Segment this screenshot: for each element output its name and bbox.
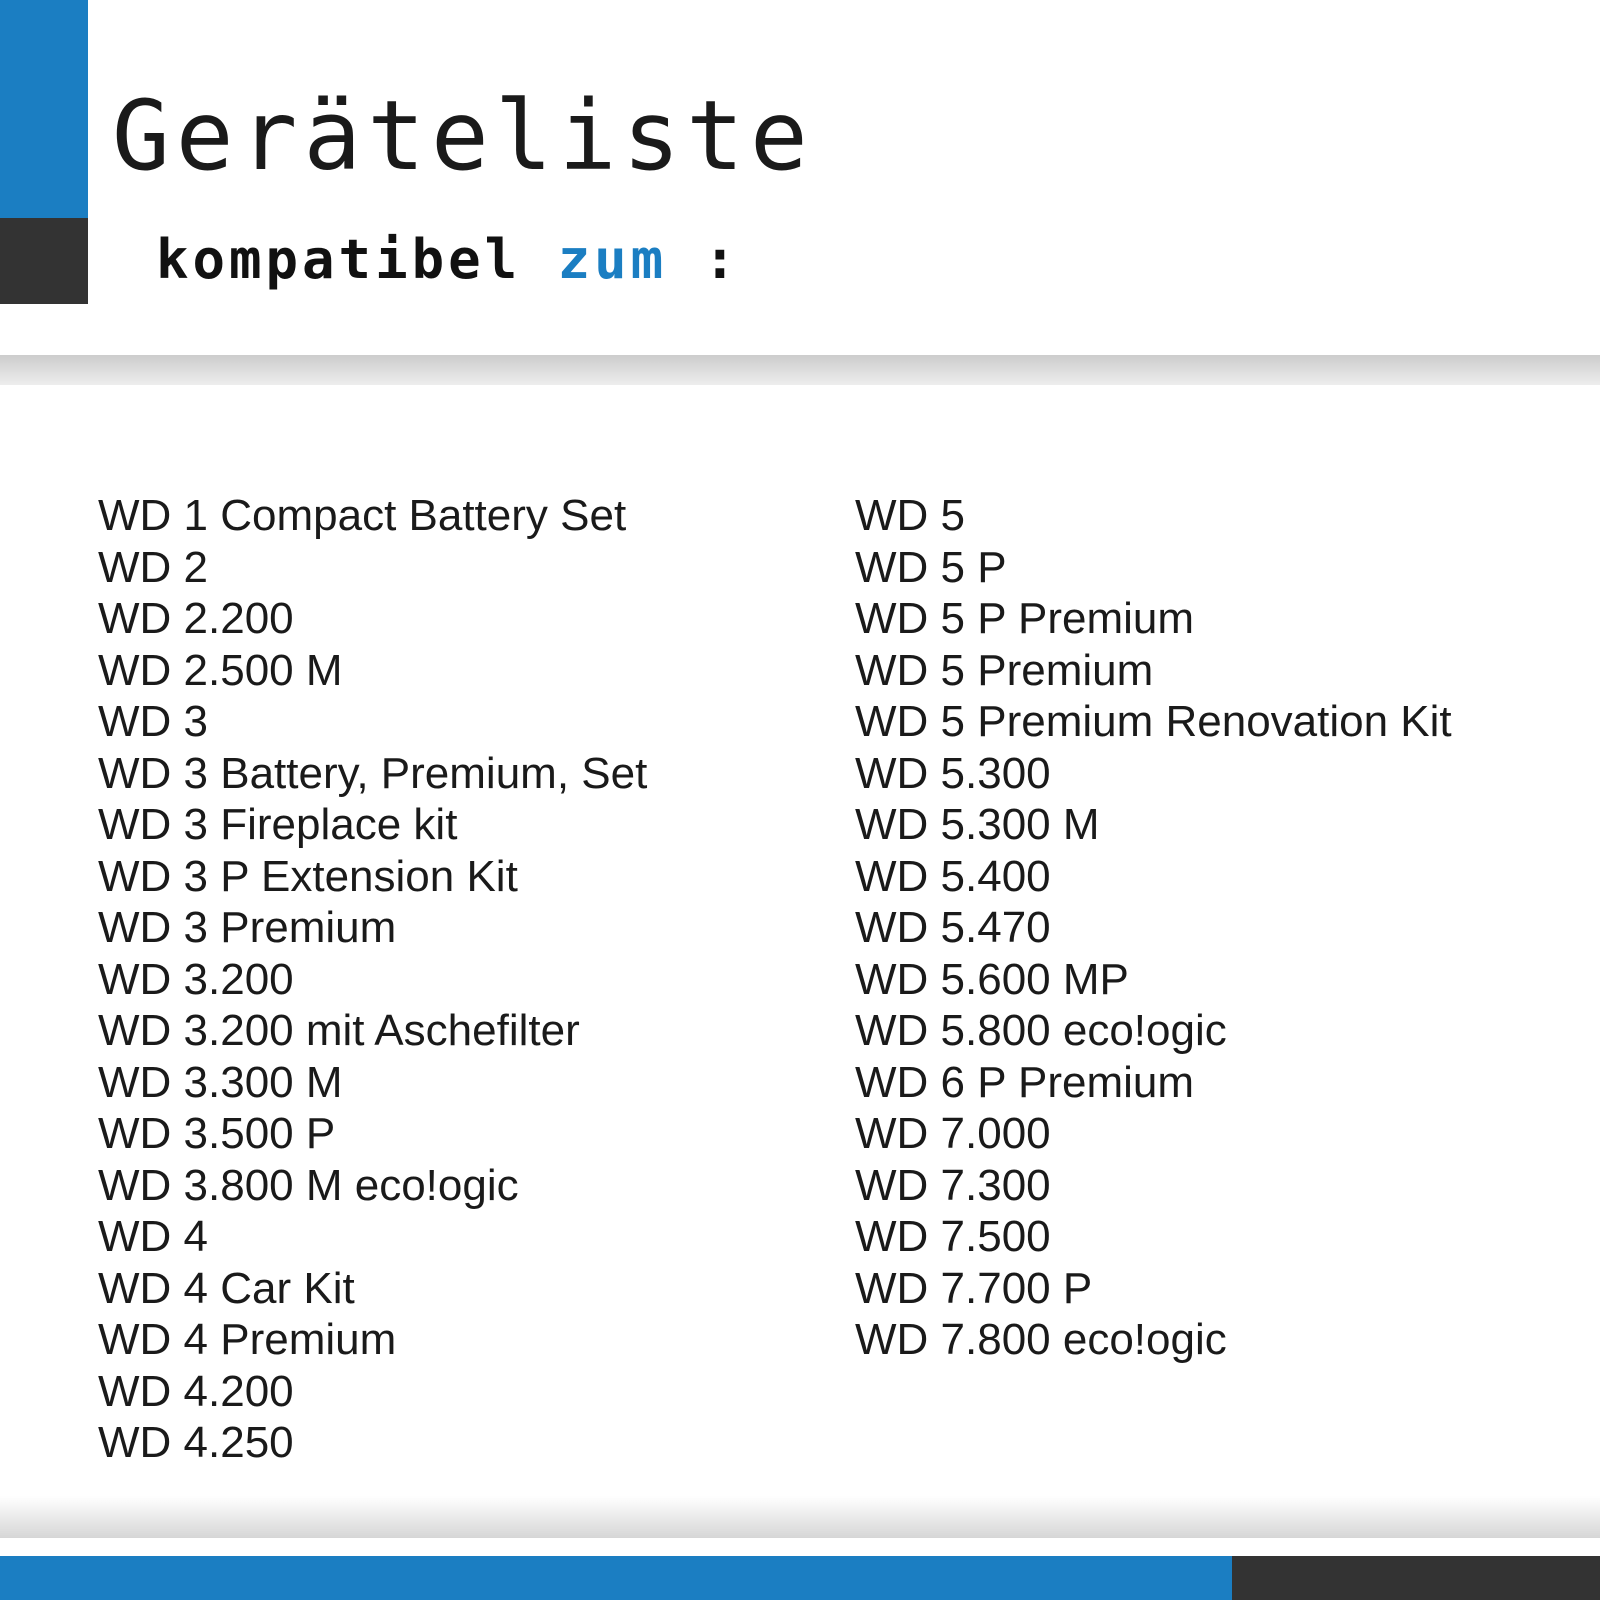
list-item: WD 3.200 [98,954,294,1004]
list-item: WD 1 Compact Battery Set [98,491,627,540]
list-item: WD 5.800 eco!ogic [855,1006,1227,1055]
list-item: WD 3 Battery, Premium, Set [98,748,648,798]
list-item: WD 2.200 [98,594,294,643]
list-item: WD 3.500 P [98,1109,336,1158]
list-item: WD 5 Premium Renovation Kit [855,697,1452,746]
list-item: WD 4.250 [98,1418,294,1467]
list-item: WD 4 [98,1212,208,1261]
list-item: WD 3 Fireplace kit [98,800,458,849]
list-item: WD 5.400 [855,851,1051,901]
page-footer [0,1538,1600,1600]
list-item: WD 3 P Extension Kit [98,851,518,901]
list-item: WD 2 [98,542,208,592]
subtitle-text-highlight: zum [557,228,668,291]
list-item: WD 3 Premium [98,903,397,952]
footer-divider-shadow [0,1496,1600,1538]
accent-block-blue [0,0,88,218]
list-item: WD 3.800 M eco!ogic [98,1160,519,1210]
footer-bar-dark [1232,1556,1600,1600]
list-item: WD 5 P [855,542,1007,592]
list-item: WD 2.500 M [98,645,343,695]
list-item: WD 7.700 P [855,1263,1093,1313]
list-item: WD 5.470 [855,903,1051,952]
header-divider-shadow [0,355,1600,385]
page-subtitle [156,228,740,291]
accent-block-dark [0,218,88,304]
page-title: Geräteliste [112,80,814,192]
list-item: WD 7.000 [855,1109,1051,1158]
subtitle-text-post: : [667,228,741,291]
list-item: WD 4 Premium [98,1315,397,1364]
list-item: WD 7.300 [855,1160,1051,1210]
list-item: WD 6 P Premium [855,1057,1195,1107]
list-item: WD 3.300 M [98,1057,343,1107]
footer-bar-blue [0,1556,1232,1600]
list-item: WD 3 [98,697,208,746]
list-item: WD 5.300 M [855,800,1100,849]
device-list-section [0,430,1600,1510]
list-item: WD 5 P Premium [855,594,1195,643]
device-list-column-left [98,490,798,1469]
list-item: WD 5 Premium [855,645,1154,695]
list-item: WD 7.800 eco!ogic [855,1315,1227,1364]
page-header [0,0,1600,385]
list-item: WD 7.500 [855,1212,1051,1261]
device-list-column-right [855,490,1575,1366]
list-item: WD 5.300 [855,748,1051,798]
list-item: WD 5.600 MP [855,954,1129,1004]
list-item: WD 3.200 mit Aschefilter [98,1006,580,1055]
list-item: WD 4 Car Kit [98,1263,355,1313]
list-item: WD 4.200 [98,1366,294,1416]
subtitle-text-pre: kompatibel [156,228,558,291]
list-item: WD 5 [855,491,965,540]
